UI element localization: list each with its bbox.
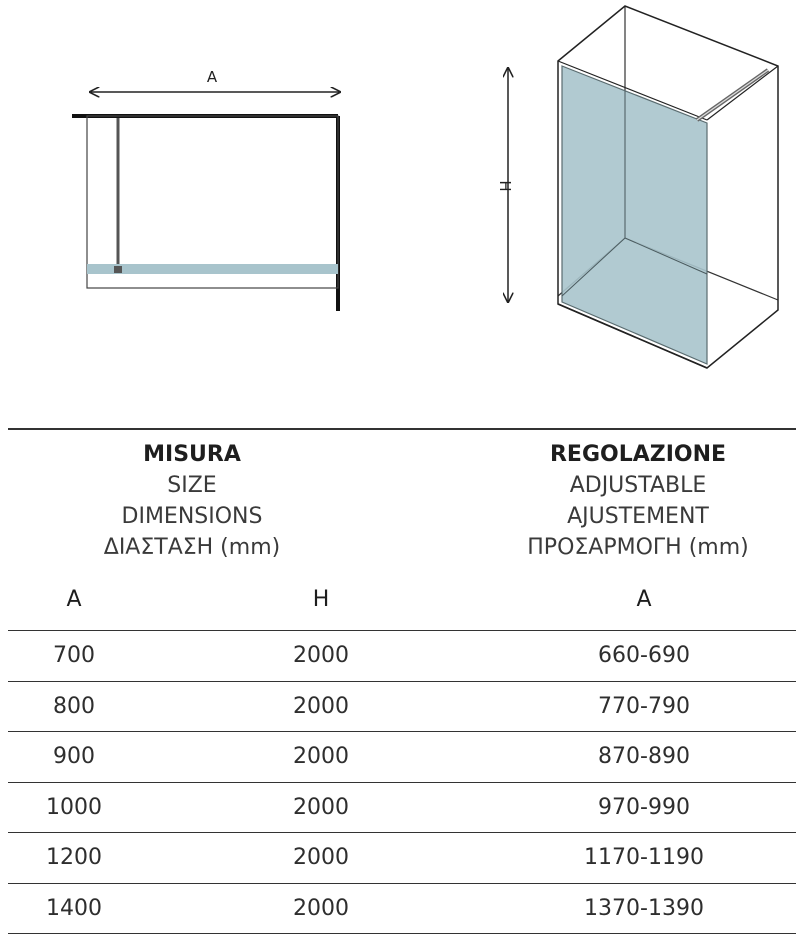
- cell-adjust: 870-890: [564, 732, 724, 781]
- size-header-en: SIZE: [92, 470, 292, 501]
- cell-a: 700: [0, 631, 154, 680]
- table-row: [8, 884, 796, 934]
- glass-fixing: [114, 266, 122, 273]
- table-row: [8, 631, 796, 682]
- cell-a: 900: [0, 732, 154, 781]
- adjust-header-it: REGOLAZIONE: [488, 439, 788, 470]
- shower-diagrams: [0, 0, 800, 420]
- cell-h: 2000: [241, 833, 401, 882]
- table-row: [8, 783, 796, 834]
- cell-a: 1400: [0, 884, 154, 933]
- cell-a: 1200: [0, 833, 154, 882]
- size-header: [92, 439, 292, 563]
- cell-a: 800: [0, 682, 154, 731]
- cell-h: 2000: [241, 732, 401, 781]
- cell-adjust: 1370-1390: [564, 884, 724, 933]
- glass-panel-top: [87, 264, 338, 274]
- subheader-a: A: [14, 587, 134, 612]
- subheader-h: H: [261, 587, 381, 612]
- cell-a: 1000: [0, 783, 154, 832]
- height-dimension-label: H: [496, 180, 514, 191]
- cell-adjust: 660-690: [564, 631, 724, 680]
- table-row: [8, 732, 796, 783]
- subheader-adjust-a: A: [584, 587, 704, 612]
- cell-h: 2000: [241, 783, 401, 832]
- adjust-header-en: ADJUSTABLE: [488, 470, 788, 501]
- cell-h: 2000: [241, 682, 401, 731]
- size-header-fr: DIMENSIONS: [92, 501, 292, 532]
- size-header-it: MISURA: [92, 439, 292, 470]
- width-dimension-label: A: [207, 68, 218, 86]
- cell-h: 2000: [241, 631, 401, 680]
- top-view-diagram: [72, 68, 340, 311]
- adjust-header-gr: ΠΡΟΣΑΡΜΟΓΗ (mm): [488, 532, 788, 563]
- cell-h: 2000: [241, 884, 401, 933]
- glass-panel: [562, 66, 707, 364]
- table-row: [8, 682, 796, 733]
- cell-adjust: 970-990: [564, 783, 724, 832]
- size-header-gr: ΔΙΑΣΤΑΣΗ (mm): [92, 532, 292, 563]
- perspective-view-diagram: [496, 6, 778, 368]
- cell-adjust: 1170-1190: [564, 833, 724, 882]
- adjust-header: [488, 439, 788, 563]
- shower-tray-outline: [87, 116, 338, 288]
- cell-adjust: 770-790: [564, 682, 724, 731]
- size-table: [8, 428, 796, 934]
- adjust-header-fr: AJUSTEMENT: [488, 501, 788, 532]
- table-row: [8, 833, 796, 884]
- table-header: [8, 430, 796, 631]
